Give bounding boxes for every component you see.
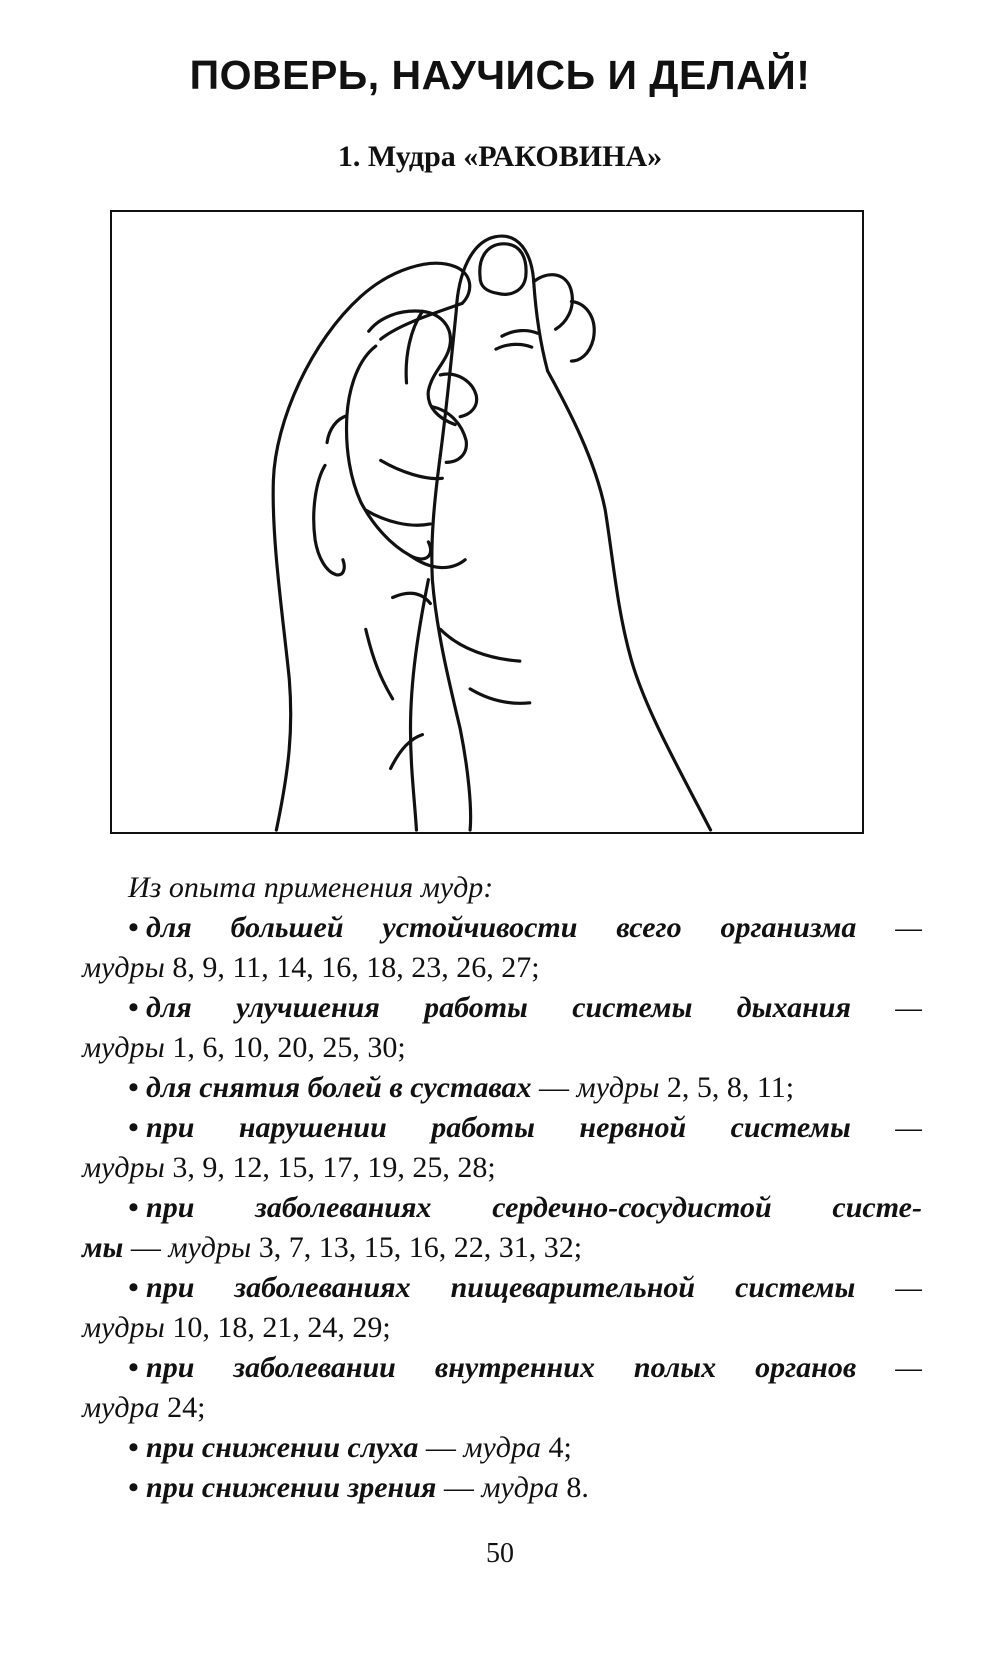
mudra-title: 1. Мудра «РАКОВИНА» bbox=[337, 140, 663, 173]
hands-clasped-icon bbox=[112, 212, 862, 832]
list-item: • для большей устойчивости всего организма — bbox=[128, 911, 922, 944]
list-item: • при заболевании внутренних полых органов — bbox=[128, 1351, 922, 1384]
list-item: • при нарушении работы нервной системы — bbox=[128, 1111, 922, 1144]
list-item-continuation: мудры 8, 9, 11, 14, 16, 18, 23, 26, 27; bbox=[82, 951, 540, 984]
list-item-continuation: мы — мудры 3, 7, 13, 15, 16, 22, 31, 32; bbox=[82, 1231, 583, 1264]
mudra-illustration bbox=[110, 210, 864, 834]
list-item-continuation: мудра 24; bbox=[82, 1391, 206, 1424]
list-item: • при снижении зрения — мудра 8. bbox=[128, 1471, 589, 1504]
list-item-continuation: мудры 10, 18, 21, 24, 29; bbox=[82, 1311, 391, 1344]
list-item-continuation: мудры 3, 9, 12, 15, 17, 19, 25, 28; bbox=[82, 1151, 496, 1184]
list-item: • при снижении слуха — мудра 4; bbox=[128, 1431, 572, 1464]
page-number: 50 bbox=[486, 1538, 514, 1569]
page-title: ПОВЕРЬ, НАУЧИСЬ И ДЕЛАЙ! bbox=[189, 52, 811, 98]
list-item: • при заболеваниях сердечно-сосудистой систе- bbox=[128, 1191, 922, 1224]
body-text bbox=[82, 868, 922, 1508]
list-item: • для снятия болей в суставах — мудры 2, 5, 8, 11; bbox=[128, 1071, 795, 1104]
list-item-continuation: мудры 1, 6, 10, 20, 25, 30; bbox=[82, 1031, 406, 1064]
list-item: • при заболеваниях пищеварительной системы — bbox=[128, 1271, 922, 1304]
intro-line: Из опыта применения мудр: bbox=[128, 871, 494, 904]
list-item: • для улучшения работы системы дыхания — bbox=[128, 991, 922, 1024]
